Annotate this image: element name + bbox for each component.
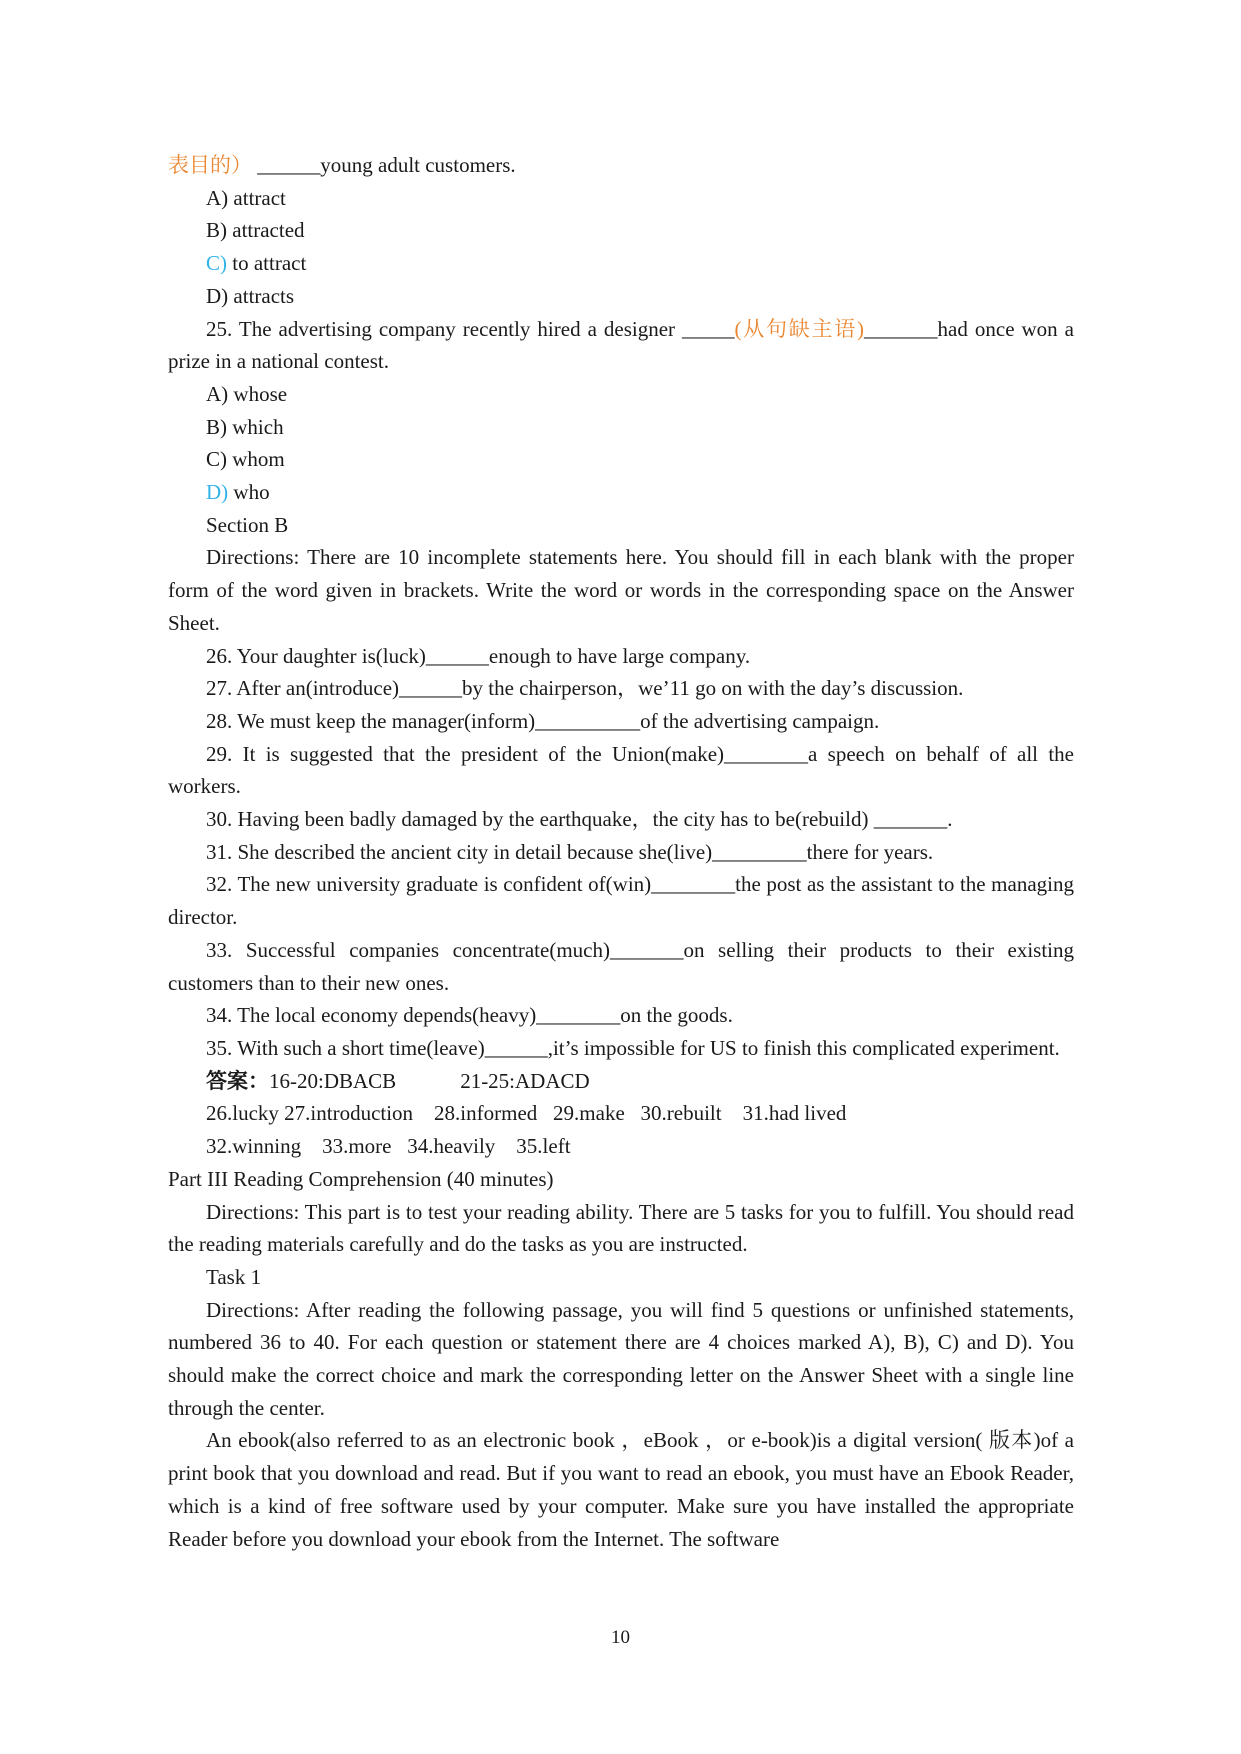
task1-title: Task 1 [206, 1264, 262, 1289]
fill-question-31: 31. She described the ancient city in detail because she(live)_________there for years. [206, 839, 934, 864]
option-24-b [168, 214, 1074, 247]
section-b-directions: Directions: There are 10 incomplete statements here. You should fill in each blank with the proper form of the word given in brackets. Write the word or words in the corresponding space on the Answer Sheet. [168, 545, 1074, 635]
task1-passage: An ebook(also referred to as an electronic book ，eBook ，or e-book)is a digital version( 版本)of a print book that you download and read. But if you want to read an ebook, you must have an Ebook Reader, which is a kind of free software used by your computer. Make sure you have installed the appropriate Reader before you download your ebook from the Internet. The software [168, 1428, 1074, 1551]
option-24-c [168, 247, 1074, 280]
question-25-chinese-note: (从句缺主语) [734, 316, 865, 341]
part3-directions: Directions: This part is to test your reading ability. There are 5 tasks for you to fulfill. You should read the reading materials carefully and do the tasks as you are instructed. [168, 1199, 1074, 1257]
option-letter: D) [206, 283, 229, 308]
option-text: whom [227, 447, 285, 472]
fill-question-33: 33. Successful companies concentrate(much)_______on selling their products to their existing customers than to their new ones. [168, 937, 1074, 995]
carryover-line [168, 149, 1074, 182]
fill-question-29: 29. It is suggested that the president of the Union(make)________a speech on behalf of all the workers. [168, 741, 1074, 799]
fill-question-30: 30. Having been badly damaged by the earthquake，the city has to be(rebuild) _______. [206, 807, 953, 832]
option-25-a [168, 378, 1074, 411]
question-25-text: 25. The advertising company recently hired a designer _____ [206, 316, 735, 341]
page-number: 10 [611, 1627, 630, 1648]
fill-question-27: 27. After an(introduce)______by the chairperson，we’11 go on with the day’s discussion. [206, 676, 964, 701]
question-25-text-end: _______had once won a prize in a national contest. [168, 316, 1074, 374]
option-text: who [228, 480, 270, 505]
fill-question-34: 34. The local economy depends(heavy)________on the goods. [206, 1003, 733, 1028]
fill-question-28: 28. We must keep the manager(inform)__________of the advertising campaign. [206, 708, 880, 733]
option-text: attracts [228, 283, 295, 308]
option-25-c [168, 443, 1074, 476]
option-25-b [168, 411, 1074, 444]
option-letter: A) [206, 185, 229, 210]
answer-key-label: 答案： [206, 1068, 269, 1093]
option-letter: C) [206, 251, 227, 276]
answer-key-row-32-35: 32.winning 33.more 34.heavily 35.left [206, 1134, 571, 1159]
option-text: attracted [227, 218, 305, 243]
carryover-text: ______young adult customers. [252, 153, 516, 177]
option-text: to attract [227, 251, 307, 276]
carryover-chinese-note: 表目的） [168, 153, 252, 177]
option-letter: B) [206, 218, 227, 243]
answer-key-16-20: 16-20:DBACB [269, 1068, 397, 1093]
fill-question-32: 32. The new university graduate is confident of(win)________the post as the assistant to the managing director. [168, 872, 1074, 930]
option-text: which [227, 414, 284, 439]
answer-key-line [168, 1065, 1074, 1098]
part3-title: Part III Reading Comprehension (40 minutes) [168, 1166, 554, 1191]
answer-key-row-26-31: 26.lucky 27.introduction 28.informed 29.make 30.rebuilt 31.had lived [206, 1101, 847, 1126]
option-text: attract [228, 185, 286, 210]
section-b-title: Section B [206, 512, 289, 537]
option-letter: D) [206, 480, 229, 505]
question-25 [168, 313, 1074, 378]
option-letter: A) [206, 381, 229, 406]
fill-question-26: 26. Your daughter is(luck)______enough to have large company. [206, 643, 751, 668]
answer-key-21-25: 21-25:ADACD [460, 1068, 590, 1093]
task1-directions: Directions: After reading the following passage, you will find 5 questions or unfinished statements, numbered 36 to 40. For each question or statement there are 4 choices marked A), B), C) and D). You should make the correct choice and mark the corresponding letter on the Answer Sheet with a single line through the center. [168, 1297, 1074, 1420]
option-text: whose [228, 381, 288, 406]
fill-question-35: 35. With such a short time(leave)______,it’s impossible for US to finish this complicated experiment. [206, 1035, 1060, 1060]
option-letter: C) [206, 447, 227, 472]
option-24-d [168, 280, 1074, 313]
option-24-a [168, 182, 1074, 215]
option-letter: B) [206, 414, 227, 439]
page-content [168, 149, 1074, 1555]
option-25-d [168, 476, 1074, 509]
